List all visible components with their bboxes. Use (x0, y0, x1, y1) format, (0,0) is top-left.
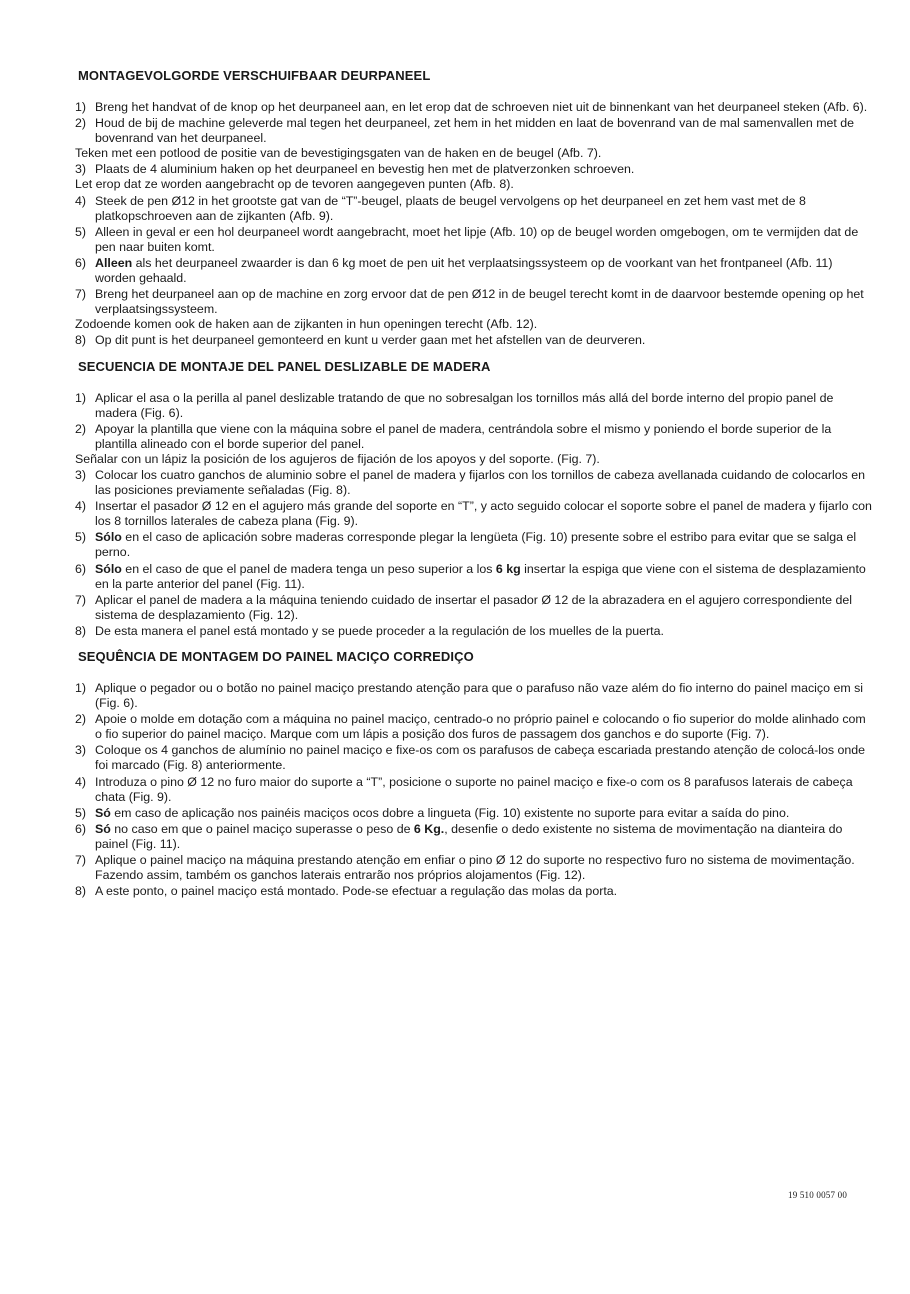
emphasis-text: Só (95, 821, 111, 836)
item-text: Plaats de 4 aluminium haken op het deurpaneel en bevestig hen met de platverzonken schroeven. (95, 162, 635, 177)
item-number: 5) (75, 224, 87, 239)
item-text: Apoie o molde em dotação com a máquina no painel maciço, centrado-o no próprio painel e colocando o fio superior do molde alinhado com o fio superior do painel maciço. Marque com um lápis a posição dos furos de passagem dos ganchos e do suporte (Fig. 7). (95, 712, 866, 742)
item-number: 6) (75, 255, 87, 270)
item-number: 3) (75, 743, 87, 758)
item-text: als het deurpaneel zwaarder is dan 6 kg moet de pen uit het verplaatsingssysteem op de voorkant van het frontpaneel (Afb. 11) worden gehaald. (95, 255, 833, 286)
item-number: 1) (75, 681, 87, 695)
item-text: Aplicar el asa o la perilla al panel deslizable tratando de que no sobresalgan los tornillos más allá del borde interno del propio panel de madera (Fig. 6). (95, 390, 834, 420)
item-number: 3) (75, 162, 87, 177)
item-number: 6) (75, 821, 87, 836)
list-item (75, 681, 875, 711)
list-item (75, 530, 875, 560)
section-title: SECUENCIA DE MONTAJE DEL PANEL DESLIZABLE DE MADERA (78, 358, 491, 374)
item-number: 2) (75, 116, 87, 131)
list-item (75, 194, 875, 224)
item-text: Insertar el pasador Ø 12 en el agujero más grande del soporte en “T”, y acto seguido colocar el soporte sobre el panel de madera y fijarlo con los 8 tornillos laterales de cabeza plana (Fig. 9). (95, 499, 872, 529)
item-number: 8) (75, 333, 87, 348)
item-text: Alleen in geval er een hol deurpaneel wordt aangebracht, moet het lipje (Afb. 10) op de beugel worden omgebogen, om te vermijden dat de pen naar buiten komt. (95, 224, 859, 254)
instruction-list (75, 681, 875, 899)
item-number: 4) (75, 193, 87, 208)
emphasis-text: Sólo (95, 561, 122, 576)
section-title: SEQUÊNCIA DE MONTAGEM DO PAINEL MACIÇO CORREDIÇO (78, 649, 474, 664)
emphasis-text: 6 kg (495, 561, 521, 576)
item-number: 7) (75, 853, 87, 868)
list-item (75, 775, 875, 805)
list-item (75, 806, 875, 821)
item-number: 2) (75, 712, 87, 727)
item-text: Aplique o painel maciço na máquina prestando atenção em enfiar o pino Ø 12 do suporte no respectivo furo no sistema de movimentação. Fazendo assim, também os ganchos laterais entrarão nos próprios alojamentos (Fig. 12). (95, 853, 855, 883)
item-text: De esta manera el panel está montado y se puede proceder a la regulación de los muelles de la puerta. (95, 623, 664, 638)
item-number: 6) (75, 561, 87, 576)
item-text: en el caso de aplicación sobre maderas corresponde plegar la lengüeta (Fig. 10) presente sobre el estribo para evitar que se salga el perno. (95, 530, 857, 560)
list-item (75, 287, 875, 332)
instruction-list (75, 391, 875, 640)
item-number: 7) (75, 287, 87, 302)
item-text: insertar la espiga que viene con el sistema de desplazamiento en la parte anterior del panel (Fig. 11). (95, 561, 866, 591)
item-text: Steek de pen Ø12 in het grootste gat van de “T”-beugel, plaats de beugel vervolgens op het deurpaneel en zet hem vast met de 8 platkopschroeven aan de zijkanten (Afb. 9). (95, 193, 806, 223)
list-item (75, 712, 875, 742)
list-item (75, 743, 875, 773)
list-item (75, 853, 875, 883)
list-item (75, 822, 875, 852)
emphasis-text: Alleen (95, 255, 133, 270)
item-continuation: Teken met een potlood de positie van de bevestigingsgaten van de haken en de beugel (Afb. 7). (75, 146, 602, 161)
item-number: 5) (75, 805, 87, 820)
section-1 (75, 68, 875, 349)
item-continuation: Let erop dat ze worden aangebracht op de tevoren aangegeven punten (Afb. 8). (75, 177, 514, 192)
item-number: 8) (75, 884, 87, 899)
item-text: em caso de aplicação nos painéis maciços ocos dobre a lingueta (Fig. 10) existente no suporte para evitar a saída do pino. (110, 805, 790, 820)
item-text: , desenfie o dedo existente no sistema de movimentação na dianteira do painel (Fig. 11). (95, 821, 843, 851)
item-number: 1) (75, 390, 87, 405)
item-number: 3) (75, 467, 87, 482)
item-text: no caso em que o painel maciço superasse o peso de (110, 821, 414, 836)
list-item (75, 468, 875, 498)
document-page (75, 68, 875, 909)
list-item (75, 884, 875, 899)
section-3 (75, 649, 875, 899)
list-item (75, 162, 875, 192)
list-item (75, 256, 875, 286)
item-continuation: Señalar con un lápiz la posición de los agujeros de fijación de los apoyos y del soporte. (Fig. 7). (75, 451, 600, 466)
item-number: 5) (75, 530, 87, 545)
item-number: 7) (75, 592, 87, 607)
item-number: 4) (75, 499, 87, 514)
item-text: A este ponto, o painel maciço está montado. Pode-se efectuar a regulação das molas da porta. (95, 884, 618, 899)
emphasis-text: Só (95, 805, 111, 820)
list-item (75, 422, 875, 467)
list-item (75, 333, 875, 348)
section-title: MONTAGEVOLGORDE VERSCHUIFBAAR DEURPANEEL (78, 68, 431, 83)
item-text: Introduza o pino Ø 12 no furo maior do suporte a “T”, posicione o suporte no painel maciço e fixe-o com os 8 parafusos laterais de cabeça chata (Fig. 9). (95, 774, 853, 804)
item-text: Houd de bij de machine geleverde mal tegen het deurpaneel, zet hem in het midden en laat de bovenrand van de mal samenvallen met de bovenrand van het deurpaneel. (95, 116, 855, 146)
item-text: Aplique o pegador ou o botão no painel maciço prestando atenção para que o parafuso não vaze além do fio interno do painel maciço em si (Fig. 6). (95, 681, 864, 711)
document-code: 19 510 0057 00 (788, 1190, 848, 1200)
list-item (75, 593, 875, 623)
list-item (75, 116, 875, 161)
item-text: en el caso de que el panel de madera tenga un peso superior a los (121, 561, 496, 576)
item-text: Aplicar el panel de madera a la máquina teniendo cuidado de insertar el pasador Ø 12 de la abrazadera en el agujero correspondiente del sistema de desplazamiento (Fig. 12). (95, 592, 853, 622)
item-text: Op dit punt is het deurpaneel gemonteerd en kunt u verder gaan met het afstellen van de deurveren. (95, 333, 646, 348)
emphasis-text: Sólo (95, 530, 122, 545)
list-item (75, 391, 875, 421)
item-number: 2) (75, 421, 87, 436)
list-item (75, 225, 875, 255)
list-item (75, 499, 875, 529)
item-continuation: Zodoende komen ook de haken aan de zijkanten in hun openingen terecht (Afb. 12). (75, 317, 538, 332)
item-text: Colocar los cuatro ganchos de aluminio sobre el panel de madera y fijarlos con los tornillos de cabeza avellanada cuidando de colocarlos en las posiciones previamente señaladas (Fig. 8). (95, 467, 866, 498)
instruction-list (75, 100, 875, 349)
item-text: Coloque os 4 ganchos de alumínio no painel maciço e fixe-os com os parafusos de cabeça escariada prestando atenção de colocá-los onde foi marcado (Fig. 8) anteriormente. (95, 743, 866, 773)
item-number: 1) (75, 100, 87, 114)
item-number: 4) (75, 774, 87, 789)
section-2 (75, 359, 875, 640)
emphasis-text: 6 Kg. (413, 821, 445, 836)
item-text: Breng het deurpaneel aan op de machine en zorg ervoor dat de pen Ø12 in de beugel terecht komt in de daarvoor bestemde opening op het verplaatsingssysteem. (95, 287, 864, 317)
item-text: Breng het handvat of de knop op het deurpaneel aan, en let erop dat de schroeven niet uit de binnenkant van het deurpaneel steken (Afb. 6). (95, 100, 868, 114)
list-item (75, 100, 875, 115)
item-number: 8) (75, 623, 87, 638)
item-text: Apoyar la plantilla que viene con la máquina sobre el panel de madera, centrándola sobre el mismo y poniendo el borde superior de la plantilla alineado con el borde superior del panel. (95, 421, 832, 451)
list-item (75, 624, 875, 639)
list-item (75, 562, 875, 592)
